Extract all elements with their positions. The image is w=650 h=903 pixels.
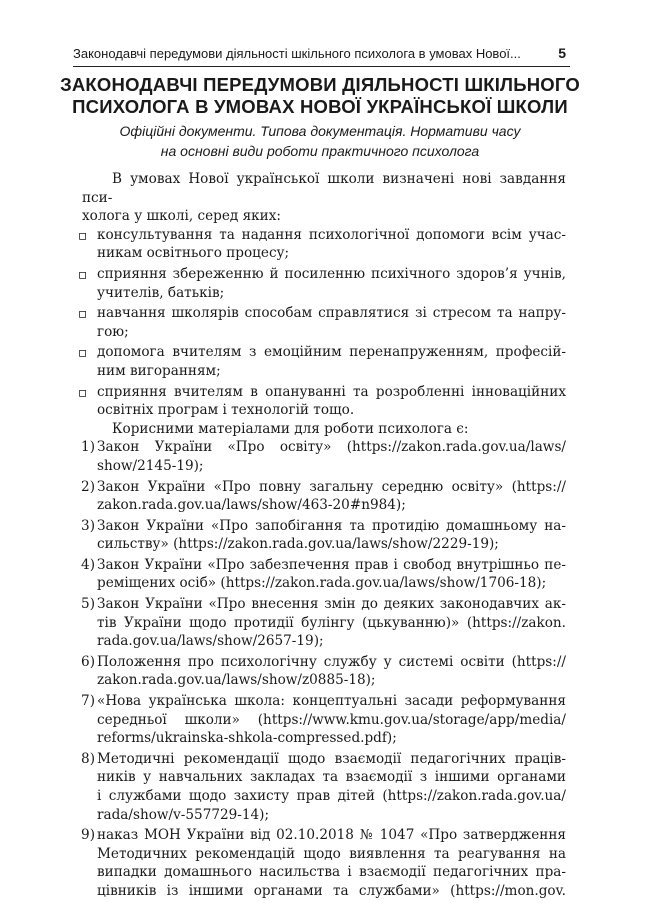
subtitle-line: Офіційні документи. Типова документація. Нормативи часу — [119, 123, 521, 139]
list-number: 2) — [81, 478, 95, 495]
list-item-line: Закон України «Про освіту» (https://zakon.rada.gov.ua/laws/ — [97, 439, 566, 456]
list-item — [82, 826, 566, 900]
list-item — [78, 265, 566, 302]
list-item-line: Закон України «Про забезпечення прав і свобод внутрішньо пе- — [97, 556, 566, 573]
list-item-line: reforms/ukrainska-shkola-compressed.pdf); — [97, 730, 397, 747]
task-list — [78, 226, 566, 420]
list-item-line: випадки домашнього насильства і взаємодії педагогічних пра- — [97, 864, 566, 881]
list-item — [82, 438, 566, 475]
list-item-line: zakon.rada.gov.ua/laws/show/463-20#n984); — [97, 497, 406, 514]
list-item-line: никам освітнього процесу; — [97, 245, 290, 262]
list-item — [82, 556, 566, 593]
list-item — [78, 383, 566, 420]
list-item-line: zakon.rada.gov.ua/laws/show/z0885-18); — [97, 672, 376, 689]
list-number: 9) — [81, 827, 95, 844]
list-item — [82, 517, 566, 554]
list-item-line: Закон України «Про внесення змін до деяких законодавчих ак- — [97, 596, 566, 613]
list-item — [82, 692, 566, 748]
list-item-line: цівників із іншими органами та службами» (https://mon.gov. — [97, 882, 566, 899]
list-item — [82, 595, 566, 651]
title-line: ЗАКОНОДАВЧІ ПЕРЕДУМОВИ ДІЯЛЬНОСТІ ШКІЛЬНОГО — [60, 74, 580, 95]
list-item-line: середньої школи» (https://www.kmu.gov.ua/storage/app/media/ — [97, 711, 566, 728]
list-item — [82, 478, 566, 515]
list-number: 1) — [81, 439, 95, 456]
list-item — [78, 226, 566, 263]
list-number: 8) — [81, 750, 95, 767]
page-number: 5 — [558, 45, 566, 61]
list-item — [82, 750, 566, 824]
list-item-line: ників у навчальних закладах та взаємодії з іншими органами — [97, 769, 566, 786]
list-item-line: rada/show/v-557729-14); — [97, 806, 270, 823]
page-subtitle — [60, 121, 580, 161]
list-item-line: учителів, батьків; — [97, 284, 225, 301]
materials-list — [82, 438, 566, 900]
page-title — [60, 74, 580, 118]
square-bullet-icon: ▫ — [78, 345, 88, 362]
list-item — [78, 304, 566, 341]
subtitle-line: на основні види роботи практичного психолога — [160, 143, 480, 159]
list-item-line: Закон України «Про запобігання та протидію домашньому на- — [97, 517, 566, 534]
list-number: 6) — [81, 653, 95, 670]
square-bullet-icon: ▫ — [78, 266, 88, 283]
list-item — [82, 653, 566, 690]
list-item-line: Методичних рекомендацій щодо виявлення та реагування на — [97, 845, 566, 862]
running-header — [73, 44, 570, 67]
title-line: ПСИХОЛОГА В УМОВАХ НОВОЇ УКРАЇНСЬКОЇ ШКОЛИ — [72, 96, 568, 117]
list-item-line: сильству» (https://zakon.rada.gov.ua/laws/show/2229-19); — [97, 536, 499, 553]
list-item-line: тів України щодо протидії булінгу (цькуванню)» (https://zakon. — [97, 614, 566, 631]
list-item-line: Методичні рекомендації щодо взаємодії педагогічних праців- — [97, 750, 566, 767]
running-title: Законодавчі передумови діяльності шкільного психолога в умовах Нової... — [73, 46, 521, 61]
list-number: 3) — [81, 517, 95, 534]
list-number: 7) — [81, 693, 95, 710]
square-bullet-icon: ▫ — [78, 227, 88, 244]
list-item-line: допомога вчителям з емоційним перенапруженням, професій- — [97, 344, 566, 361]
list-item-line: rada.gov.ua/laws/show/2657-19); — [97, 633, 324, 650]
list-item-line: і службами щодо захисту прав дітей (https://zakon.rada.gov.ua/ — [97, 788, 566, 804]
square-bullet-icon: ▫ — [78, 306, 88, 323]
list-item — [78, 343, 566, 380]
list-item-line: show/2145-19); — [97, 457, 204, 474]
list-number: 5) — [81, 596, 95, 613]
list-item-line: Закон України «Про повну загальну середню освіту» (https:// — [97, 478, 566, 495]
list-item-line: консультування та надання психологічної допомоги всім учас- — [97, 226, 566, 243]
list-item-line: гою; — [97, 323, 129, 340]
intro-line: холога у школі, серед яких: — [82, 208, 281, 225]
list-item-line: сприяння вчителям в опануванні та розробленні інноваційних — [97, 383, 566, 400]
list-number: 4) — [81, 556, 95, 573]
list-item-line: «Нова українська школа: концептуальні засади реформування — [97, 693, 566, 710]
square-bullet-icon: ▫ — [78, 384, 88, 401]
list-item-line: сприяння збереженню й посиленню психічного здоров’я учнів, — [97, 265, 566, 282]
list-item-line: навчання школярів способам справлятися зі стресом та напру- — [97, 305, 566, 322]
list-item-line: освітніх програм і технологій тощо. — [97, 402, 355, 419]
body-text — [78, 170, 566, 903]
intro-line: В умовах Нової української школи визначені нові завдання пси- — [82, 171, 566, 206]
list-item-line: Положення про психологічну службу у системі освіти (https:// — [97, 653, 566, 670]
list-item-line: реміщених осіб» (https://zakon.rada.gov.ua/laws/show/1706-18); — [97, 575, 547, 592]
list-item-line: наказ МОН України від 02.10.2018 № 1047 «Про затвердження — [97, 827, 566, 844]
materials-intro: Корисними матеріалами для роботи психолога є: — [112, 420, 469, 437]
list-item-line: ним вигоранням; — [97, 362, 221, 379]
